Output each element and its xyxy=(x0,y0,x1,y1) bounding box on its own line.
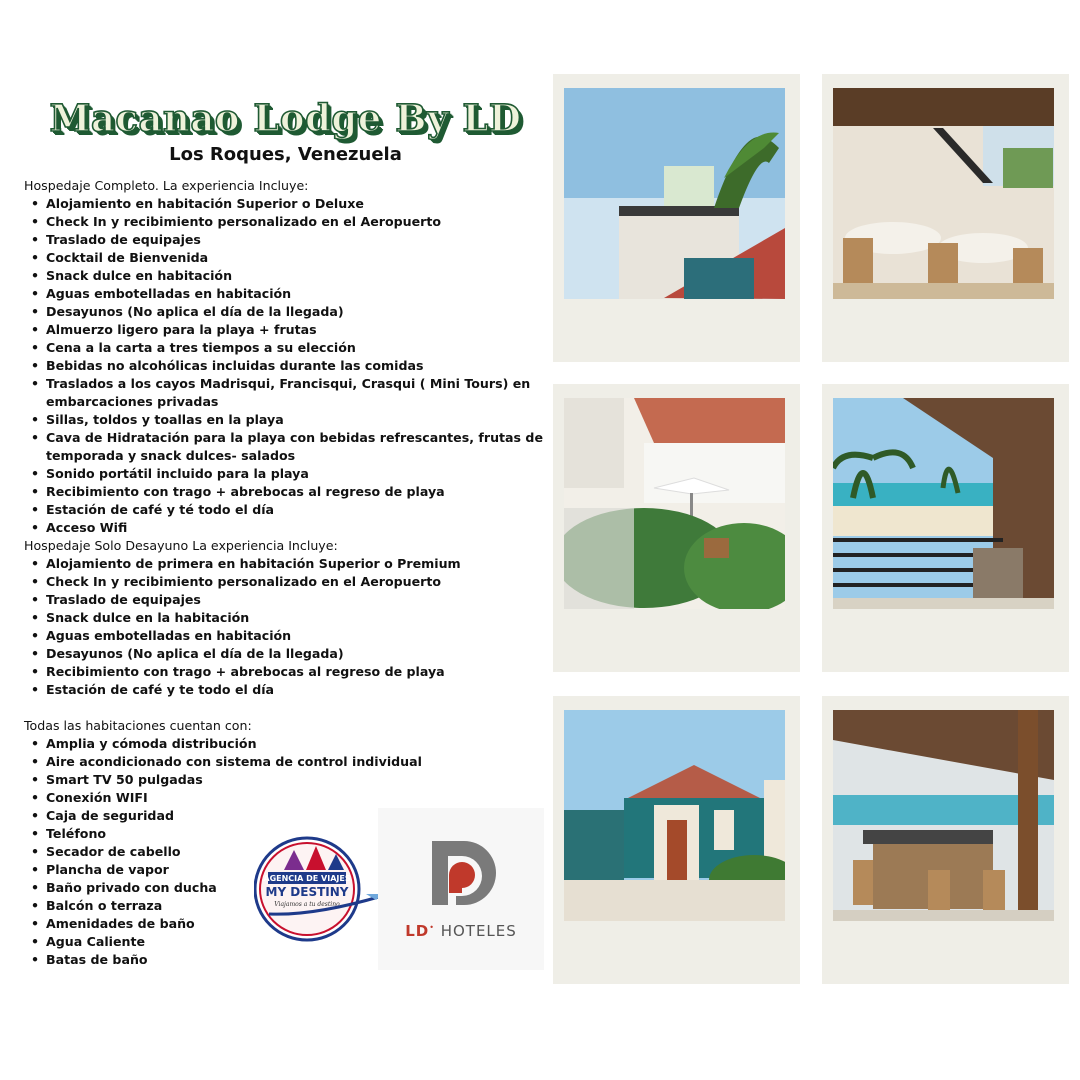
hotel-title: Macanao Lodge By LD xyxy=(49,96,522,140)
ld-hoteles-logo xyxy=(378,808,544,970)
photo-frame-cottage xyxy=(553,696,800,984)
photo-teal-cottage xyxy=(564,710,785,921)
list-item: • Batas de baño xyxy=(24,951,544,969)
hoteles-word: HOTELES xyxy=(440,922,517,940)
list-item: • Cava de Hidratación para la playa con bebidas refrescantes, frutas de temporada y snack dulces- salados xyxy=(24,429,544,465)
agency-tagline: Viajamos a tu destino xyxy=(274,901,340,908)
agency-name-line1: AGENCIA DE VIAJES xyxy=(263,874,351,883)
list-item: • Recibimiento con trago + abrebocas al regreso de playa xyxy=(24,663,544,681)
list-item: • Almuerzo ligero para la playa + frutas xyxy=(24,321,544,339)
photo-beach-bar xyxy=(833,710,1054,921)
agency-my-destiny-logo xyxy=(254,836,384,942)
list-item: • Aguas embotelladas en habitación xyxy=(24,285,544,303)
list-item: • Conexión WIFI xyxy=(24,789,544,807)
list-item: • Traslados a los cayos Madrisqui, Francisqui, Crasqui ( Mini Tours) en embarcaciones privadas xyxy=(24,375,544,411)
list-item: • Aire acondicionado con sistema de control individual xyxy=(24,753,544,771)
list-item: • Cocktail de Bienvenida xyxy=(24,249,544,267)
ld-hoteles-wordmark: LD• HOTELES xyxy=(405,922,517,940)
photo-building-exterior xyxy=(564,88,785,299)
list-item: • Smart TV 50 pulgadas xyxy=(24,771,544,789)
list-item: • Caja de seguridad xyxy=(24,807,544,825)
list-item: • Secador de cabello xyxy=(24,843,544,861)
list-item: • Bebidas no alcohólicas incluidas durante las comidas xyxy=(24,357,544,375)
list-item: • Amplia y cómoda distribución xyxy=(24,735,544,753)
list-item: • Snack dulce en la habitación xyxy=(24,609,544,627)
list-item: • Alojamiento en habitación Superior o Deluxe xyxy=(24,195,544,213)
list-item: • Check In y recibimiento personalizado en el Aeropuerto xyxy=(24,573,544,591)
photo-restaurant xyxy=(833,88,1054,299)
list-item: • Estación de café y té todo el día xyxy=(24,501,544,519)
list-item: • Desayunos (No aplica el día de la llegada) xyxy=(24,645,544,663)
section-heading-full: Hospedaje Completo. La experiencia Incluye: xyxy=(24,178,309,193)
spacer xyxy=(24,699,544,717)
section-heading-rooms: Todas las habitaciones cuentan con: xyxy=(24,718,252,733)
photo-frame-restaurant xyxy=(822,74,1069,362)
list-item: • Desayunos (No aplica el día de la llegada) xyxy=(24,303,544,321)
list-full-experience xyxy=(24,195,544,537)
location-subtitle: Los Roques, Venezuela xyxy=(169,144,402,165)
list-item: • Traslado de equipajes xyxy=(24,231,544,249)
list-item: • Sonido portátil incluido para la playa xyxy=(24,465,544,483)
list-item: • Teléfono xyxy=(24,825,544,843)
photo-frame-bar xyxy=(822,696,1069,984)
list-item: • Baño privado con ducha xyxy=(24,879,544,897)
photo-garden-courtyard xyxy=(564,398,785,609)
list-item: • Check In y recibimiento personalizado en el Aeropuerto xyxy=(24,213,544,231)
list-item: • Cena a la carta a tres tiempos a su elección xyxy=(24,339,544,357)
photo-frame-building xyxy=(553,74,800,362)
list-breakfast-experience xyxy=(24,555,544,699)
list-item: • Snack dulce en habitación xyxy=(24,267,544,285)
photo-balcony-beach xyxy=(833,398,1054,609)
list-item: • Estación de café y te todo el día xyxy=(24,681,544,699)
agency-name-line2: MY DESTINY xyxy=(265,885,349,899)
list-item: • Plancha de vapor xyxy=(24,861,544,879)
list-item: • Alojamiento de primera en habitación Superior o Premium xyxy=(24,555,544,573)
photo-frame-garden xyxy=(553,384,800,672)
list-item: • Agua Caliente xyxy=(24,933,544,951)
section-heading-breakfast: Hospedaje Solo Desayuno La experiencia Incluye: xyxy=(24,538,338,553)
ld-mark: LD xyxy=(405,922,430,940)
list-item: • Traslado de equipajes xyxy=(24,591,544,609)
photo-frame-balcony xyxy=(822,384,1069,672)
list-item: • Amenidades de baño xyxy=(24,915,544,933)
list-item: • Recibimiento con trago + abrebocas al regreso de playa xyxy=(24,483,544,501)
list-item: • Aguas embotelladas en habitación xyxy=(24,627,544,645)
list-item: • Sillas, toldos y toallas en la playa xyxy=(24,411,544,429)
list-item: • Balcón o terraza xyxy=(24,897,544,915)
list-item: • Acceso Wifi xyxy=(24,519,544,537)
